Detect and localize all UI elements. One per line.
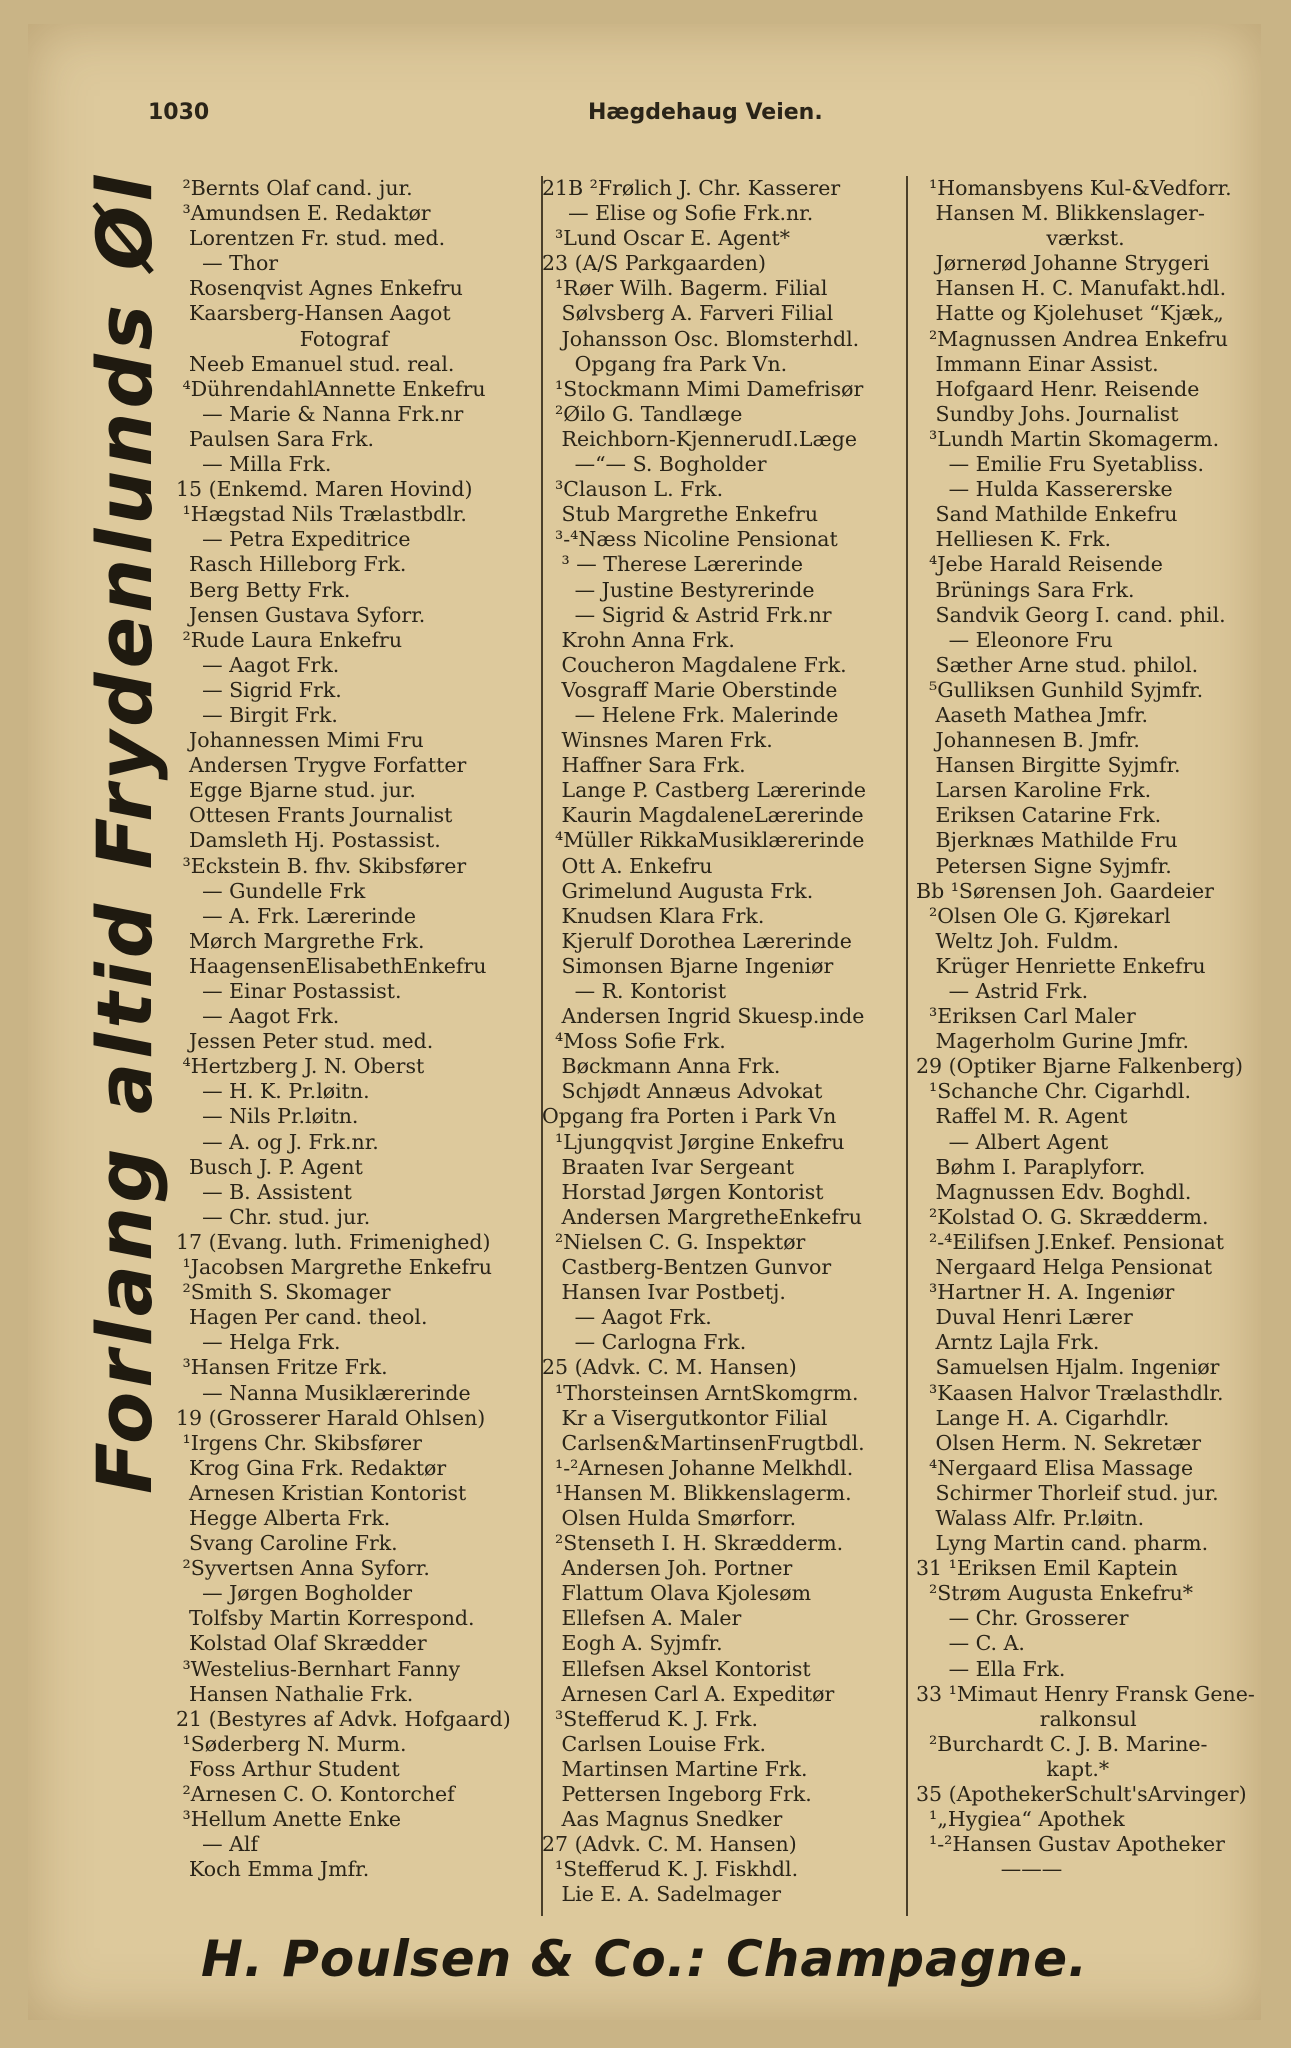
directory-entry: ²Strøm Augusta Enkefru* [916,1581,1194,1606]
directory-entry: — B. Assistent [176,1179,352,1204]
directory-entry: ⁴DührendahlAnnette Enkefru [176,376,486,401]
directory-entry: Hatte og Kjolehuset “Kjæk„ [916,301,1224,326]
directory-entry: Walass Alfr. Pr.løitn. [916,1505,1145,1530]
directory-entry: Andersen Ingrid Skuesp.inde [542,1004,865,1029]
directory-entry: ¹Stefferud K. J. Fiskhdl. [542,1857,799,1882]
directory-entry: — Emilie Fru Syetabliss. [916,452,1205,477]
directory-entry: 31 ¹Eriksen Emil Kaptein [916,1556,1178,1581]
directory-entry: Kjerulf Dorothea Lærerinde [542,928,852,953]
directory-entry: Simonsen Bjarne Ingeniør [542,953,834,978]
directory-entry: Ott A. Enkefru [542,853,713,878]
directory-entry: Lange H. A. Cigarhdlr. [916,1405,1170,1430]
directory-entry: HaagensenElisabethEnkefru [176,953,487,978]
directory-entry: ³Lund Oscar E. Agent* [542,226,791,251]
directory-entry: ³Stefferud K. J. Frk. [542,1706,758,1731]
directory-entry: ³Westelius-Bernhart Fanny [176,1656,461,1681]
directory-entry: Haffner Sara Frk. [542,753,746,778]
directory-entry: — A. og J. Frk.nr. [176,1129,379,1154]
directory-entry: — Sigrid Frk. [176,677,342,702]
page-header [28,100,1261,134]
directory-entry: — Helga Frk. [176,1330,341,1355]
directory-entry: Hegge Alberta Frk. [176,1505,391,1530]
directory-page [28,24,1261,2020]
directory-entry: Ellefsen Aksel Kontorist [542,1656,811,1681]
directory-entry: ²Øilo G. Tandlæge [542,401,743,426]
directory-entry: Koch Emma Jmfr. [176,1857,370,1882]
directory-entry: ³Hellum Anette Enke [176,1807,401,1832]
directory-entry: — Albert Agent [916,1129,1109,1154]
column-divider [906,176,908,1916]
directory-entry: 29 (Optiker Bjarne Falkenberg) [916,1054,1244,1079]
directory-entry: Johansson Osc. Blomsterhdl. [542,326,860,351]
directory-entry: ¹Schanche Chr. Cigarhdl. [916,1079,1191,1104]
directory-entry: Sundby Johs. Journalist [916,401,1179,426]
directory-entry: Winsnes Maren Frk. [542,728,773,753]
directory-entry: Hansen Ivar Postbetj. [542,1280,786,1305]
directory-entry: ¹-²Arnesen Johanne Melkhdl. [542,1455,854,1480]
directory-entry: ralkonsul [916,1706,1137,1731]
directory-entry: ¹Hansen M. Blikkenslagerm. [542,1480,852,1505]
directory-entry: Jørnerød Johanne Strygeri [916,251,1210,276]
directory-column-2 [542,176,904,1907]
directory-entry: Jessen Peter stud. med. [176,1029,434,1054]
directory-entry: Aas Magnus Snedker [542,1807,783,1832]
directory-entry: ²Syvertsen Anna Syforr. [176,1556,430,1581]
directory-entry: ²Rude Laura Enkefru [176,627,403,652]
directory-entry: værkst. [916,226,1125,251]
directory-entry: Opgang fra Park Vn. [542,351,788,376]
directory-entry: ¹Jacobsen Margrethe Enkefru [176,1255,492,1280]
directory-entry: ⁵Gulliksen Gunhild Syjmfr. [916,677,1204,702]
directory-entry: Johannesen B. Jmfr. [916,728,1140,753]
bottom-advertisement: H. Poulsen & Co.: Champagne. [200,1930,1089,1988]
directory-entry: — Milla Frk. [176,452,332,477]
directory-entry: Berg Betty Frk. [176,577,351,602]
directory-entry: Mørch Margrethe Frk. [176,928,425,953]
directory-entry: — Aagot Frk. [176,1004,340,1029]
directory-entry: — Gundelle Frk [176,878,366,903]
directory-entry: Fotograf [176,326,389,351]
directory-entry: Kolstad Olaf Skrædder [176,1631,427,1656]
directory-entry: Hofgaard Henr. Reisende [916,376,1200,401]
directory-entry: ³Lundh Martin Skomagerm. [916,426,1220,451]
directory-entry: Damsleth Hj. Postassist. [176,828,441,853]
directory-entry: — Aagot Frk. [542,1305,712,1330]
directory-entry: Hagen Per cand. theol. [176,1305,428,1330]
directory-entry: Arnesen Kristian Kontorist [176,1480,467,1505]
directory-entry: Magnussen Edv. Boghdl. [916,1179,1192,1204]
directory-entry: 21 (Bestyres af Advk. Hofgaard) [176,1706,511,1731]
directory-entry: ¹Irgens Chr. Skibsfører [176,1430,422,1455]
directory-entry: Krüger Henriette Enkefru [916,953,1206,978]
directory-entry: Opgang fra Porten i Park Vn [542,1104,837,1129]
directory-entry: Kaarsberg-Hansen Aagot [176,301,451,326]
directory-entry: Andersen Trygve Forfatter [176,753,467,778]
directory-entry: Nergaard Helga Pensionat [916,1255,1213,1280]
directory-entry: Arntz Lajla Frk. [916,1330,1100,1355]
directory-entry: Sæther Arne stud. philol. [916,652,1199,677]
directory-entry: 23 (A/S Parkgaarden) [542,251,767,276]
directory-entry: Rasch Hilleborg Frk. [176,552,407,577]
directory-entry: Andersen MargretheEnkefru [542,1204,862,1229]
directory-entry: Lorentzen Fr. stud. med. [176,226,446,251]
directory-entry: —“— S. Bogholder [542,452,767,477]
directory-entry: ²Magnussen Andrea Enkefru [916,326,1228,351]
directory-column-3 [916,176,1278,1882]
directory-entry: — Astrid Frk. [916,979,1089,1003]
directory-entry: Schjødt Annæus Advokat [542,1079,823,1104]
directory-entry: Raffel M. R. Agent [916,1104,1128,1129]
directory-entry: Helliesen K. Frk. [916,527,1112,552]
directory-entry: Larsen Karoline Frk. [916,778,1152,803]
directory-entry: Lie E. A. Sadelmager [542,1882,781,1907]
directory-entry: Kr a Visergutkontor Filial [542,1405,828,1430]
directory-entry: Weltz Joh. Fuldm. [916,928,1120,953]
directory-entry: Bøckmann Anna Frk. [542,1054,781,1079]
directory-entry: Carlsen Louise Frk. [542,1731,767,1756]
directory-entry: Brünings Sara Frk. [916,577,1135,602]
directory-entry: ²Bernts Olaf cand. jur. [176,176,413,200]
directory-entry: ²Smith S. Skomager [176,1280,391,1305]
directory-entry: ³Hansen Fritze Frk. [176,1355,388,1380]
directory-entry: ¹„Hygiea“ Apothek [916,1807,1125,1832]
directory-column-1 [176,176,538,1882]
directory-entry: ¹Røer Wilh. Bagerm. Filial [542,276,828,301]
directory-entry: 25 (Advk. C. M. Hansen) [542,1355,797,1380]
directory-entry: ¹Homansbyens Kul-&Vedforr. [916,176,1232,200]
directory-entry: Petersen Signe Syjmfr. [916,853,1172,878]
directory-entry: 15 (Enkemd. Maren Hovind) [176,477,473,502]
directory-entry: — Alf [176,1832,259,1857]
directory-entry: 17 (Evang. luth. Frimenighed) [176,1229,491,1254]
directory-entry: kapt.* [916,1756,1110,1781]
directory-entry: ¹Søderberg N. Murm. [176,1731,407,1756]
directory-entry: Bøhm I. Paraplyforr. [916,1154,1146,1179]
directory-entry: Castberg-Bentzen Gunvor [542,1255,832,1280]
directory-entry: ¹Hægstad Nils Trælastbdlr. [176,502,467,527]
directory-entry: Olsen Herm. N. Sekretær [916,1430,1202,1455]
directory-entry: Pettersen Ingeborg Frk. [542,1782,812,1806]
directory-entry: Magerholm Gurine Jmfr. [916,1029,1189,1054]
directory-entry: 35 (ApothekerSchult'sArvinger) [916,1782,1247,1806]
directory-entry: Andersen Joh. Portner [542,1556,793,1581]
directory-entry: — Einar Postassist. [176,979,402,1003]
directory-entry: ³Eckstein B. fhv. Skibsfører [176,853,467,878]
directory-entry: Carlsen&MartinsenFrugtbdl. [542,1430,865,1455]
directory-entry: 33 ¹Mimaut Henry Fransk Gene- [916,1681,1255,1706]
directory-entry: Olsen Hulda Smørforr. [542,1505,797,1530]
directory-entry: Stub Margrethe Enkefru [542,502,819,527]
directory-entry: Hansen H. C. Manufakt.hdl. [916,276,1227,301]
directory-entry: ¹Ljungqvist Jørgine Enkefru [542,1129,845,1154]
directory-entry: — A. Frk. Lærerinde [176,903,417,928]
directory-entry: ¹-²Hansen Gustav Apotheker [916,1832,1225,1857]
directory-entry: — Chr. Grosserer [916,1606,1129,1631]
directory-entry: Arnesen Carl A. Expeditør [542,1681,835,1706]
directory-entry: Coucheron Magdalene Frk. [542,652,847,677]
directory-entry: — Ella Frk. [916,1656,1066,1681]
page-number: 1030 [148,100,210,125]
directory-entry: Svang Caroline Frk. [176,1531,398,1556]
directory-entry: — Hulda Kassererske [916,477,1173,502]
directory-entry: Aaseth Mathea Jmfr. [916,702,1149,727]
directory-entry: ³Eriksen Carl Maler [916,1004,1136,1029]
directory-entry: ²Stenseth I. H. Skrædderm. [542,1531,844,1556]
directory-entry: 19 (Grosserer Harald Ohlsen) [176,1405,486,1430]
directory-entry: — Elise og Sofie Frk.nr. [542,201,814,226]
directory-entry: — Nanna Musiklærerinde [176,1380,471,1405]
directory-entry: Hansen Birgitte Syjmfr. [916,753,1181,778]
directory-entry: Sandvik Georg I. cand. phil. [916,602,1226,627]
directory-entry: — Aagot Frk. [176,652,340,677]
directory-entry: — Carlogna Frk. [542,1330,747,1355]
directory-entry: — Birgit Frk. [176,702,338,727]
directory-entry: — Eleonore Fru [916,627,1113,652]
directory-entry: — Jørgen Bogholder [176,1581,413,1606]
directory-entry: Eogh A. Syjmfr. [542,1631,723,1656]
directory-entry: — R. Kontorist [542,979,727,1003]
directory-entry: Sand Mathilde Enkefru [916,502,1178,527]
directory-entry: ⁴Moss Sofie Frk. [542,1029,726,1054]
directory-entry: Ellefsen A. Maler [542,1606,742,1631]
directory-entry: ¹Thorsteinsen ArntSkomgrm. [542,1380,859,1405]
directory-entry: Bjerknæs Mathilde Fru [916,828,1178,853]
directory-entry: Immann Einar Assist. [916,351,1159,376]
directory-entry: Samuelsen Hjalm. Ingeniør [916,1355,1220,1380]
directory-entry: Krohn Anna Frk. [542,627,735,652]
directory-entry: Eriksen Catarine Frk. [916,803,1162,828]
directory-entry: Busch J. P. Agent [176,1154,363,1179]
directory-entry: Schirmer Thorleif stud. jur. [916,1480,1219,1505]
directory-entry: ³Hartner H. A. Ingeniør [916,1280,1175,1305]
directory-entry: — Sigrid & Astrid Frk.nr [542,602,832,627]
directory-entry: ²-⁴Eilifsen J.Enkef. Pensionat [916,1229,1225,1254]
directory-entry: Hansen M. Blikkenslager- [916,201,1205,226]
street-title: Hægdehaug Veien. [588,100,823,125]
directory-entry: Reichborn-KjennerudI.Læge [542,426,857,451]
directory-entry: — C. A. [916,1631,1025,1656]
directory-entry: ⁴Jebe Harald Reisende [916,552,1163,577]
directory-entry: ——— [916,1857,1063,1882]
directory-entry: ⁴Hertzberg J. N. Oberst [176,1054,425,1079]
directory-entry: ³-⁴Næss Nicoline Pensionat [542,527,838,552]
directory-entry: ⁴Müller RikkaMusiklærerinde [542,828,865,853]
directory-entry: ³Clauson L. Frk. [542,477,724,502]
directory-entry: ²Nielsen C. G. Inspektør [542,1229,806,1254]
directory-entry: Knudsen Klara Frk. [542,903,765,928]
directory-entry: Paulsen Sara Frk. [176,426,375,451]
directory-entry: ¹Stockmann Mimi Damefrisør [542,376,864,401]
directory-entry: — Justine Bestyrerinde [542,577,815,602]
directory-entry: — Thor [176,251,279,276]
directory-entry: — Marie & Nanna Frk.nr [176,401,464,426]
directory-entry: ³Amundsen E. Redaktør [176,201,431,226]
directory-entry: Lyng Martin cand. pharm. [916,1531,1209,1556]
directory-entry: Hansen Nathalie Frk. [176,1681,414,1706]
directory-entry: Flattum Olava Kjolesøm [542,1581,812,1606]
directory-entry: Sølvsberg A. Farveri Filial [542,301,834,326]
directory-entry: 21B ²Frølich J. Chr. Kasserer [542,176,841,200]
directory-entry: Neeb Emanuel stud. real. [176,351,455,376]
directory-entry: 27 (Advk. C. M. Hansen) [542,1832,797,1857]
directory-entry: Jensen Gustava Syforr. [176,602,426,627]
directory-entry: Foss Arthur Student [176,1756,400,1781]
directory-entry: ³Kaasen Halvor Trælasthdlr. [916,1380,1224,1405]
directory-entry: — Helene Frk. Malerinde [542,702,839,727]
directory-entry: ²Olsen Ole G. Kjørekarl [916,903,1171,928]
directory-entry: ⁴Nergaard Elisa Massage [916,1455,1194,1480]
directory-entry: Braaten Ivar Sergeant [542,1154,795,1179]
directory-entry: Vosgraff Marie Oberstinde [542,677,838,702]
directory-entry: Johannessen Mimi Fru [176,728,424,753]
directory-entry: ²Burchardt C. J. B. Marine- [916,1731,1208,1756]
directory-entry: Egge Bjarne stud. jur. [176,778,416,803]
side-advertisement: Forlang altid Frydenlunds Øl [80,171,169,1494]
directory-entry: Martinsen Martine Frk. [542,1756,808,1781]
directory-entry: — Nils Pr.løitn. [176,1104,359,1129]
directory-entry: Ottesen Frants Journalist [176,803,453,828]
directory-entry: Krog Gina Frk. Redaktør [176,1455,447,1480]
directory-entry: Grimelund Augusta Frk. [542,878,814,903]
directory-entry: ³ — Therese Lærerinde [542,552,804,577]
directory-entry: Bb ¹Sørensen Joh. Gaardeier [916,878,1214,903]
directory-entry: Tolfsby Martin Korrespond. [176,1606,475,1631]
directory-entry: Horstad Jørgen Kontorist [542,1179,824,1204]
directory-entry: Kaurin MagdaleneLærerinde [542,803,864,828]
directory-entry: — H. K. Pr.løitn. [176,1079,370,1104]
directory-entry: ²Arnesen C. O. Kontorchef [176,1782,455,1806]
directory-entry: Rosenqvist Agnes Enkefru [176,276,463,301]
directory-entry: — Chr. stud. jur. [176,1204,371,1229]
directory-entry: ²Kolstad O. G. Skrædderm. [916,1204,1209,1229]
directory-entry: — Petra Expeditrice [176,527,411,552]
directory-entry: Lange P. Castberg Lærerinde [542,778,867,803]
directory-entry: Duval Henri Lærer [916,1305,1133,1330]
